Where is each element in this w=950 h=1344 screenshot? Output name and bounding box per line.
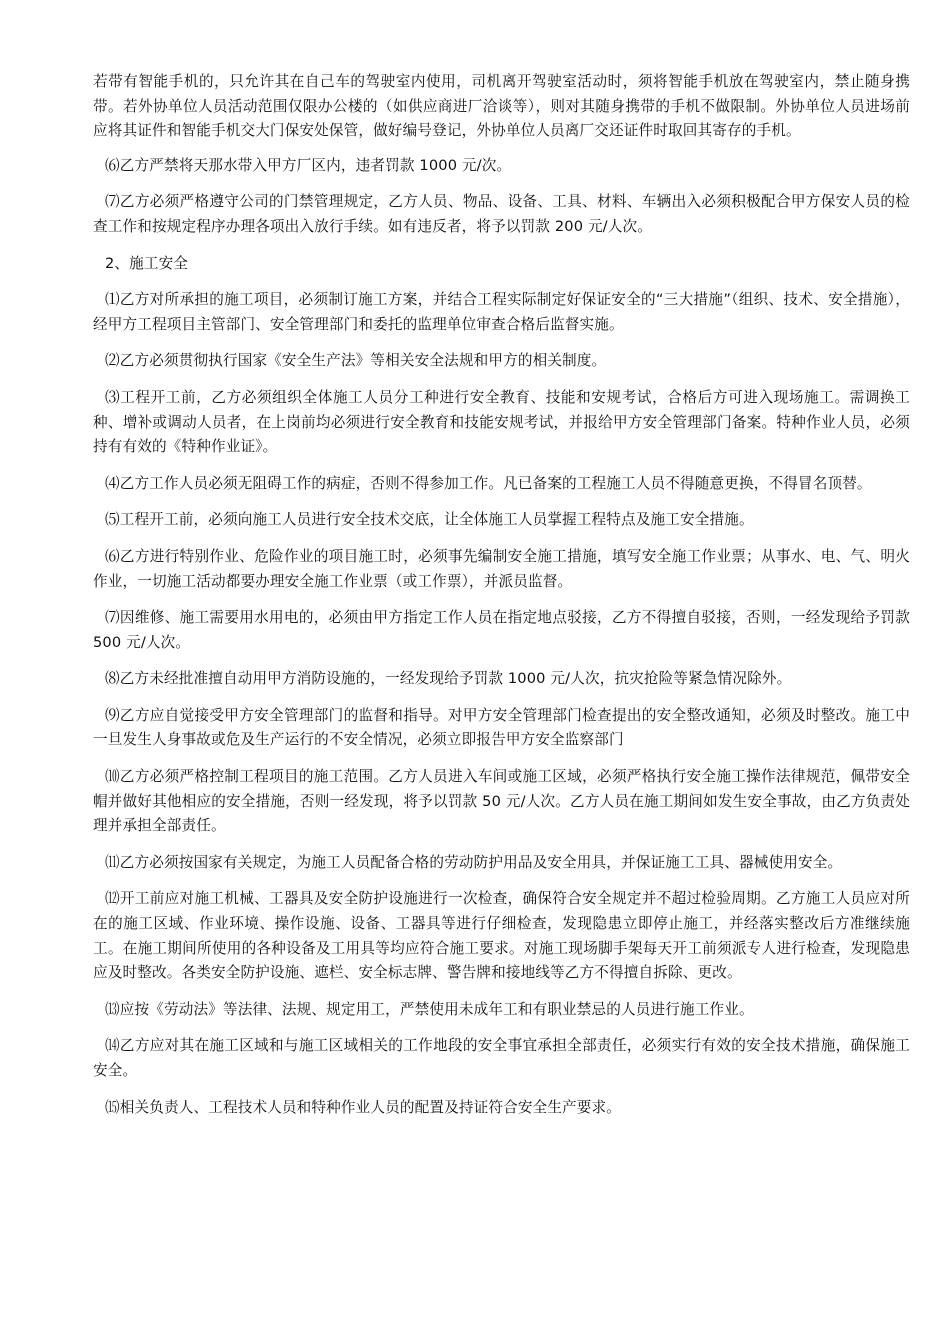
paragraph-item-6-thinner-ban: ⑹乙方严禁将天那水带入甲方厂区内，违者罚款 1000 元/次。 bbox=[105, 156, 512, 174]
paragraph-safety-item-10: ⑽乙方必须严格控制工程项目的施工范围。乙方人员进入车间或施工区域，必须严格执行安全施工操作法律规范，佩带安全帽并做好其他相应的安全措施，否则一经发现，将予以罚款 50 元/人次。乙方人员在施工期间如发生安全事故，由乙方负责处理并承担全部责任。 bbox=[93, 768, 910, 835]
paragraph-safety-item-4: ⑷乙方工作人员必须无阻碍工作的病症，否则不得参加工作。凡已备案的工程施工人员不得随意更换，不得冒名顶替。 bbox=[105, 474, 872, 492]
paragraph-safety-item-8: ⑻乙方未经批准擅自动用甲方消防设施的，一经发现给予罚款 1000 元/人次，抗灾抢险等紧急情况除外。 bbox=[105, 670, 792, 688]
paragraph-safety-item-6: ⑹乙方进行特别作业、危险作业的项目施工时，必须事先编制安全施工措施，填写安全施工作业票；从事水、电、气、明火作业，一切施工活动都要办理安全施工作业票（或工作票），并派员监督。 bbox=[93, 547, 910, 590]
paragraph-mobile-phone-policy: 若带有智能手机的，只允许其在自己车的驾驶室内使用，司机离开驾驶室活动时，须将智能手机放在驾驶室内，禁止随身携带。若外协单位人员活动范围仅限办公楼的（如供应商进厂洽谈等），则对其随身携带的手机不做限制。外协单位人员进场前应将其证件和智能手机交大门保安处保管，做好编号登记，外协单位人员离厂交还证件时取回其寄存的手机。 bbox=[93, 73, 910, 140]
paragraph-item-7-access-control: ⑺乙方必须严格遵守公司的门禁管理规定，乙方人员、物品、设备、工具、材料、车辆出入必须积极配合甲方保安人员的检查工作和按规定程序办理各项出入放行手续。如有违反者，将予以罚款 200 元/人次。 bbox=[93, 193, 910, 235]
paragraph-safety-item-9: ⑼乙方应自觉接受甲方安全管理部门的监督和指导。对甲方安全管理部门检查提出的安全整改通知，必须及时整改。施工中一旦发生人身事故或危及生产运行的不安全情况，必须立即报告甲方安全监察部门 bbox=[93, 706, 910, 749]
section-heading-construction-safety: 2、施工安全 bbox=[105, 254, 189, 272]
paragraph-safety-item-2: ⑵乙方必须贯彻执行国家《安全生产法》等相关安全法规和甲方的相关制度。 bbox=[105, 352, 607, 370]
paragraph-safety-item-1: ⑴乙方对所承担的施工项目，必须制订施工方案，并结合工程实际制定好保证安全的“三大措施”（组织、技术、安全措施），经甲方工程项目主管部门、安全管理部门和委托的监理单位审查合格后监督实施。 bbox=[93, 291, 910, 333]
paragraph-safety-item-12: ⑿开工前应对施工机械、工器具及安全防护设施进行一次检查，确保符合安全规定并不超过检验周期。乙方施工人员应对所在的施工区域、作业环境、操作设施、设备、工器具等进行仔细检查，发现隐患立即停止施工，并经落实整改后方准继续施工。在施工期间所使用的各种设备及工用具等均应符合施工要求。对施工现场脚手架每天开工前须派专人进行检查，发现隐患应及时整改。各类安全防护设施、遮栏、安全标志牌、警告牌和接地线等乙方不得擅自拆除、更改。 bbox=[93, 890, 910, 982]
paragraph-safety-item-13: ⒀应按《劳动法》等法律、法规、规定用工，严禁使用未成年工和有职业禁忌的人员进行施工作业。 bbox=[105, 1000, 754, 1018]
paragraph-safety-item-3: ⑶工程开工前，乙方必须组织全体施工人员分工种进行安全教育、技能和安规考试，合格后方可进入现场施工。需调换工种、增补或调动人员者，在上岗前均必须进行安全教育和技能安规考试，并报给甲方安全管理部门备案。特种作业人员，必须持有有效的《特种作业证》。 bbox=[93, 388, 910, 456]
paragraph-safety-item-11: ⑾乙方必须按国家有关规定，为施工人员配备合格的劳动防护用品及安全用具，并保证施工工具、器械使用安全。 bbox=[105, 853, 843, 871]
paragraph-safety-item-15: ⒂相关负责人、工程技术人员和特种作业人员的配置及持证符合安全生产要求。 bbox=[105, 1098, 622, 1116]
paragraph-safety-item-7: ⑺因维修、施工需要用水用电的，必须由甲方指定工作人员在指定地点驳接，乙方不得擅自驳接，否则，一经发现给予罚款 500 元/人次。 bbox=[93, 609, 910, 651]
paragraph-safety-item-14: ⒁乙方应对其在施工区域和与施工区域相关的工作地段的安全事宜承担全部责任，必须实行有效的安全技术措施，确保施工安全。 bbox=[93, 1037, 910, 1079]
paragraph-safety-item-5: ⑸工程开工前，必须向施工人员进行安全技术交底，让全体施工人员掌握工程特点及施工安全措施。 bbox=[105, 511, 754, 529]
